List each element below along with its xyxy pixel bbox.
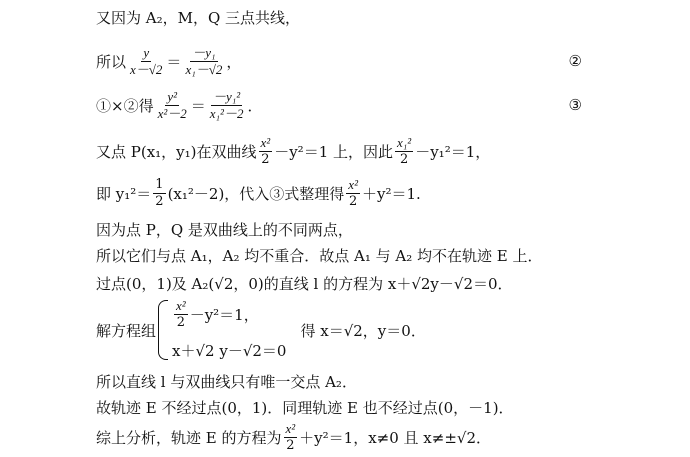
- fraction: [174, 299, 188, 329]
- text: 因为点 P，Q 是双曲线上的不同两点，: [96, 220, 353, 239]
- text: ①×②得: [96, 96, 154, 115]
- text: 得 x＝√2，y＝0．: [300, 321, 426, 340]
- numerator: x₁²: [397, 134, 412, 150]
- text: ＋y²＝1，x≠0 且 x≠±√2．: [299, 428, 492, 447]
- line-substitute: [96, 178, 421, 208]
- numerator: x²: [176, 298, 186, 313]
- line-point-on-hyperbola: [96, 136, 490, 166]
- line-solve-system: [96, 297, 426, 363]
- line-ratio-eq2: [96, 46, 241, 76]
- denominator: 2: [286, 437, 295, 453]
- denominator: x－√2: [130, 61, 163, 77]
- denominator: x²－2: [157, 105, 187, 121]
- fraction: [284, 422, 298, 452]
- equation-number-2: ②: [568, 52, 582, 70]
- text: 所以直线 l 与双曲线只有唯一交点 A₂．: [96, 372, 357, 391]
- denominator: 2: [261, 151, 270, 167]
- text: 所以: [96, 52, 127, 71]
- denominator: x₁－√2: [185, 61, 223, 77]
- fraction: [183, 46, 224, 76]
- text: ＋y²＝1.: [361, 184, 421, 203]
- numerator: 1: [155, 176, 164, 192]
- text: 过点(0，1)及 A₂(√2，0)的直线 l 的方程为 x＋√2y－√2＝0．: [96, 274, 513, 293]
- line-product-eq3: [96, 90, 262, 120]
- denominator: 2: [399, 151, 409, 167]
- fraction: [153, 178, 165, 208]
- numerator: －y₁²: [213, 88, 241, 104]
- left-brace: [158, 300, 168, 360]
- numerator: x²: [348, 176, 358, 192]
- text: －y²＝1 上，因此: [274, 142, 394, 161]
- equation-number-3: ③: [568, 96, 582, 114]
- line-line-equation: [96, 268, 513, 298]
- denominator: 2: [348, 193, 358, 209]
- system-row-2: [172, 340, 286, 361]
- text: 所以它们与点 A₁，A₂ 均不重合．故点 A₁ 与 A₂ 均不在轨迹 E 上．: [96, 246, 543, 265]
- text: 即 y₁²＝: [96, 184, 152, 203]
- text: 综上分析，轨迹 E 的方程为: [96, 428, 282, 447]
- denominator: 2: [176, 314, 185, 330]
- fraction: [346, 178, 360, 208]
- fraction: [395, 136, 413, 166]
- text: 故轨迹 E 不经过点(0，1)．同理轨迹 E 也不经过点(0，－1)．: [96, 398, 514, 417]
- fraction: [208, 90, 246, 120]
- line-collinear: [96, 2, 300, 32]
- fraction: [128, 46, 164, 76]
- fraction: [259, 136, 273, 166]
- numerator: y²: [167, 88, 177, 104]
- equals-sign: ＝: [190, 96, 206, 115]
- text: －y²＝1，: [189, 305, 259, 324]
- text: x＋√2 y－√2＝0: [172, 342, 287, 360]
- period: ．: [247, 96, 263, 115]
- text: (x₁²－2)，代入③式整理得: [167, 184, 345, 203]
- equals-sign: ＝: [166, 52, 182, 71]
- text: －y₁²＝1，: [415, 142, 491, 161]
- equation-system: [172, 299, 286, 361]
- denominator: x₁²－2: [209, 105, 244, 121]
- fraction: [156, 90, 189, 120]
- text: 又点 P(x₁，y₁)在双曲线: [96, 142, 257, 161]
- text: 解方程组: [96, 321, 157, 340]
- numerator: －y₁: [192, 44, 216, 60]
- line-excluded-points: [96, 392, 514, 422]
- comma: ，: [226, 52, 242, 71]
- denominator: 2: [155, 193, 164, 209]
- numerator: x²: [285, 420, 296, 436]
- line-not-coincide: [96, 240, 542, 270]
- text: 又因为 A₂，M，Q 三点共线，: [96, 8, 301, 27]
- system-row-1: [172, 299, 286, 329]
- numerator: x²: [260, 134, 271, 150]
- numerator: y: [143, 44, 150, 60]
- line-conclusion: [96, 422, 491, 452]
